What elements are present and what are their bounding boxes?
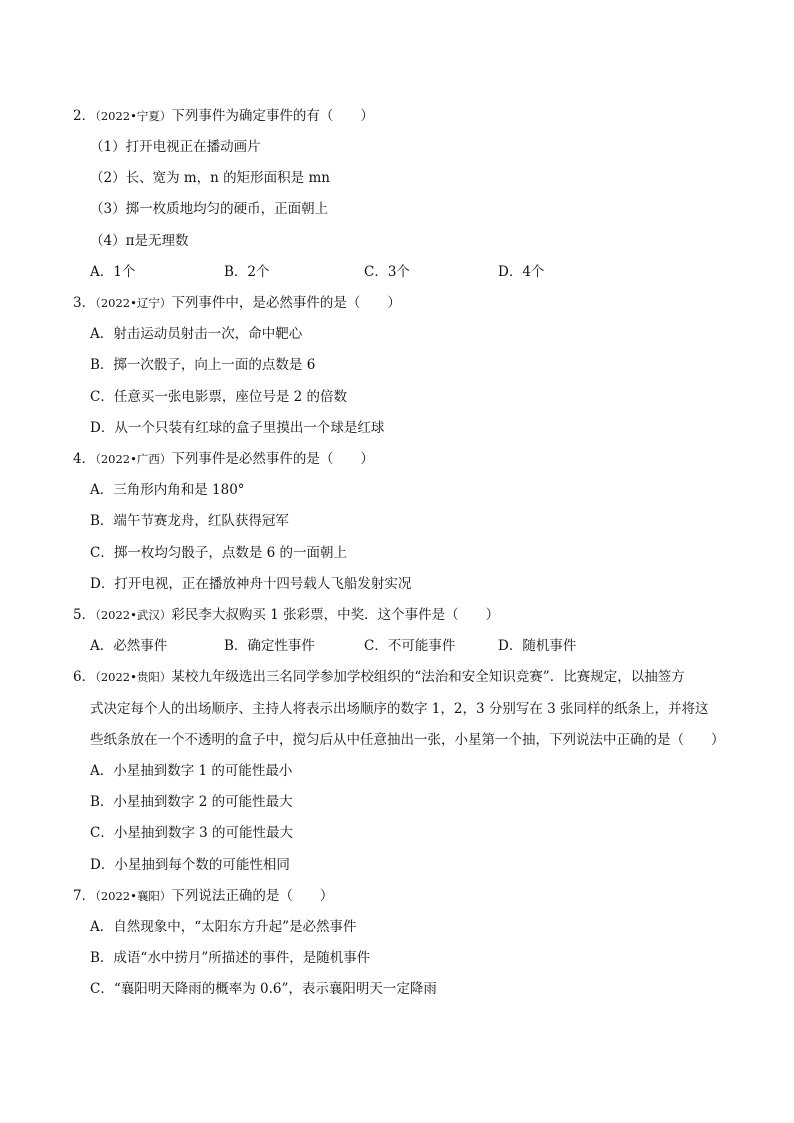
- question-6-stem: [73, 665, 685, 685]
- question-text: 某校九年级选出三名同学参加学校组织的“法治和安全知识竞赛”．比赛规定，以抽签方: [171, 669, 685, 685]
- question-number: 7．: [73, 888, 96, 904]
- question-6-stem-line-3: 些纸条放在一个不透明的盒子中，搅匀后从中任意抽出一张，小星第一个抽，下列说法中正确的是（ ）: [90, 732, 725, 748]
- option-b: B．掷一次骰子，向上一面的点数是 6: [90, 357, 316, 373]
- option-a: A．自然现象中，“太阳东方升起”是必然事件: [90, 919, 357, 935]
- question-source: （2022•襄阳）: [95, 889, 172, 903]
- question-source: （2022•宁夏）: [95, 109, 172, 123]
- option-d: D．4个: [498, 264, 545, 280]
- question-number: 5．: [73, 607, 96, 623]
- question-2-options: [90, 260, 730, 280]
- option-d: D．小星抽到每个数的可能性相同: [90, 857, 290, 873]
- option-a: A．必然事件: [90, 638, 168, 654]
- question-number: 4．: [73, 451, 96, 467]
- question-text: 彩民李大叔购买 1 张彩票，中奖．这个事件是（ ）: [171, 607, 500, 623]
- option-c: C．小星抽到数字 3 的可能性最大: [90, 825, 294, 841]
- option-d: D．打开电视，正在播放神舟十四号载人飞船发射实况: [90, 576, 412, 592]
- question-5-stem: [73, 603, 499, 623]
- option-d: D．从一个只装有红球的盒子里摸出一个球是红球: [90, 420, 385, 436]
- option-b: B．确定性事件: [224, 638, 315, 654]
- question-number: 2．: [73, 108, 96, 124]
- option-b: B．小星抽到数字 2 的可能性最大: [90, 794, 293, 810]
- question-7-stem: [73, 884, 333, 904]
- option-a: A．射击运动员射击一次，命中靶心: [90, 326, 303, 342]
- question-3-stem: [73, 291, 401, 311]
- question-source: （2022•贵阳）: [95, 670, 172, 684]
- statement-item: （1）打开电视正在播动画片: [90, 139, 261, 155]
- question-5-options: [90, 634, 730, 654]
- question-text: 下列说法正确的是（ ）: [171, 888, 334, 904]
- question-number: 6．: [73, 669, 96, 685]
- statement-item: （2）长、宽为 m，n 的矩形面积是 mn: [90, 170, 330, 186]
- question-text: 下列事件为确定事件的有（ ）: [171, 108, 374, 124]
- question-source: （2022•武汉）: [95, 608, 172, 622]
- option-c: C．掷一枚均匀骰子，点数是 6 的一面朝上: [90, 545, 348, 561]
- option-c: C．任意买一张电影票，座位号是 2 的倍数: [90, 389, 348, 405]
- question-6-stem-line-2: 式决定每个人的出场顺序、主持人将表示出场顺序的数字 1，2，3 分别写在 3 张同样的纸条上，并将这: [90, 701, 709, 717]
- statement-item: （3）掷一枚质地均匀的硬币，正面朝上: [90, 201, 329, 217]
- question-source: （2022•辽宁）: [95, 296, 172, 310]
- option-d: D．随机事件: [498, 638, 577, 654]
- statement-item: （4）π是无理数: [90, 233, 189, 249]
- option-c: C．3个: [364, 264, 410, 280]
- question-number: 3．: [73, 295, 96, 311]
- question-text: 下列事件是必然事件的是（ ）: [171, 451, 374, 467]
- option-a: A．小星抽到数字 1 的可能性最小: [90, 763, 293, 779]
- option-a: A．三角形内角和是 180°: [90, 482, 245, 498]
- option-b: B．端午节赛龙舟，红队获得冠军: [90, 513, 289, 529]
- question-source: （2022•广西）: [95, 452, 172, 466]
- question-4-stem: [73, 447, 374, 467]
- question-text: 下列事件中，是必然事件的是（ ）: [171, 295, 401, 311]
- option-a: A．1个: [90, 264, 136, 280]
- option-b: B．成语“水中捞月”所描述的事件，是随机事件: [90, 950, 371, 966]
- option-b: B．2个: [224, 264, 270, 280]
- question-2-stem: [73, 104, 374, 124]
- option-c: C．不可能事件: [364, 638, 456, 654]
- option-c: C．“襄阳明天降雨的概率为 0.6”，表示襄阳明天一定降雨: [90, 981, 437, 997]
